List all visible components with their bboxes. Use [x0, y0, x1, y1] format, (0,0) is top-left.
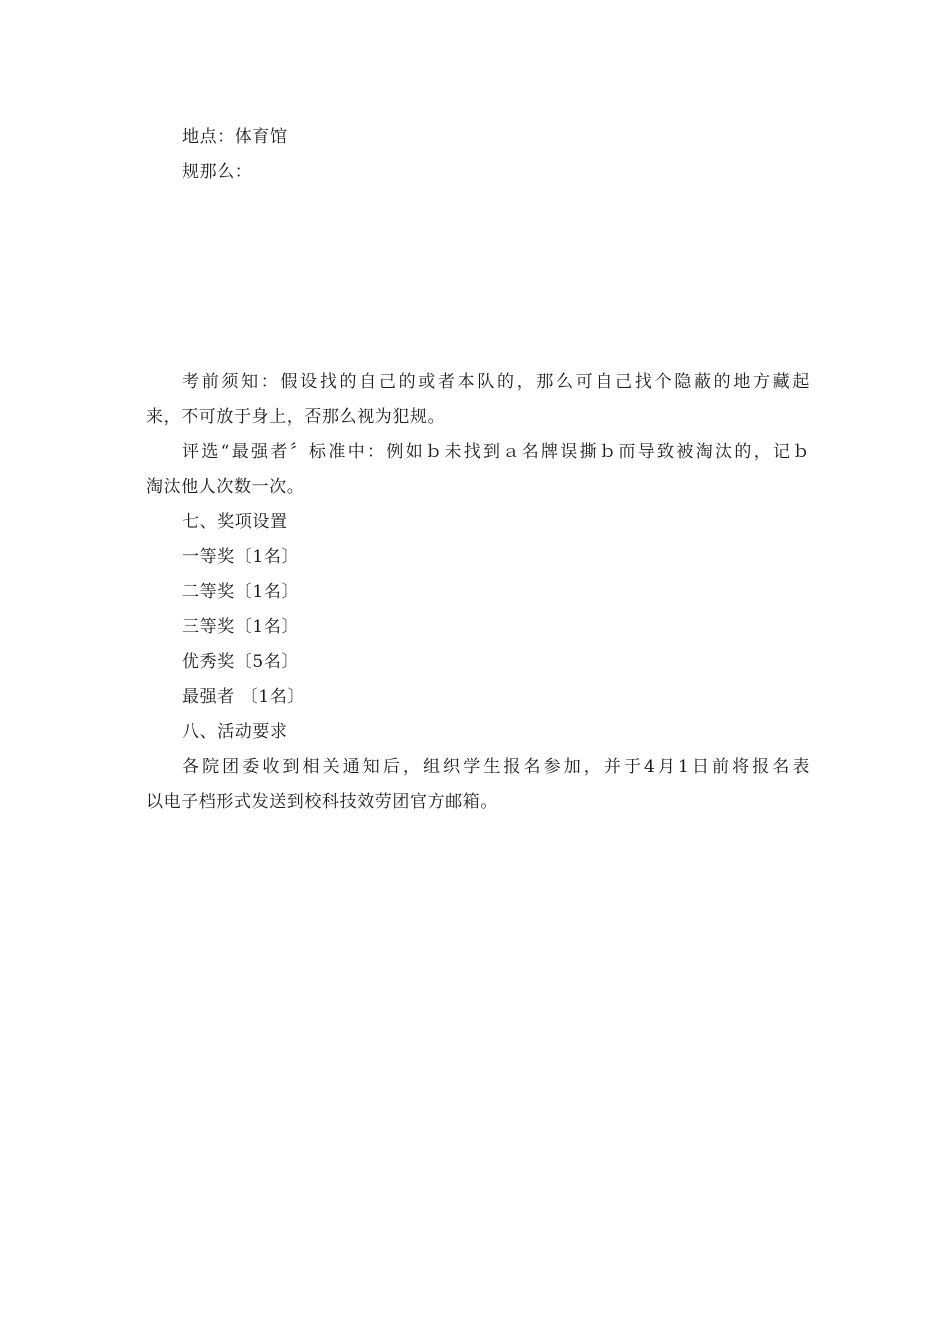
award-item: 优秀奖〔5名〕 [182, 652, 300, 672]
paragraph-line: 来，不可放于身上，否那么视为犯规。 [146, 407, 446, 427]
paragraph-line: 考前须知：假设找的自己的或者本队的，那么可自己找个隐蔽的地方藏起 [182, 372, 810, 392]
paragraph-line [146, 330, 810, 365]
award-item: 最强者 〔1名〕 [182, 687, 306, 707]
paragraph-line: 淘汰他人次数一次。 [146, 477, 305, 497]
criteria-paragraph [146, 435, 810, 505]
rules-heading: 规那么： [182, 162, 253, 182]
notes-paragraph [146, 365, 810, 435]
awards-heading: 七、奖项设置 [182, 512, 288, 532]
paragraph-line: 以电子档形式发送到校科技效劳团官方邮箱。 [146, 792, 498, 812]
paragraph-line [146, 295, 810, 330]
paragraph-line: 各院团委收到相关通知后，组织学生报名参加，并于4月1日前将报名表 [182, 757, 810, 777]
requirements-heading: 八、活动要求 [182, 722, 288, 742]
award-item: 三等奖〔1名〕 [182, 617, 300, 637]
location-line: 地点：体育馆 [182, 127, 288, 147]
award-item: 一等奖〔1名〕 [182, 547, 300, 567]
award-item: 二等奖〔1名〕 [182, 582, 300, 602]
paragraph-line [146, 225, 810, 260]
paragraph-line: 评选“最强者〞标准中：例如ｂ未找到ａ名牌误撕ｂ而导致被淘汰的，记ｂ [182, 442, 810, 462]
requirements-paragraph [146, 750, 810, 820]
rules-paragraph [146, 190, 810, 365]
document-page [146, 120, 810, 820]
paragraph-line [146, 260, 810, 295]
paragraph-line [146, 190, 810, 225]
